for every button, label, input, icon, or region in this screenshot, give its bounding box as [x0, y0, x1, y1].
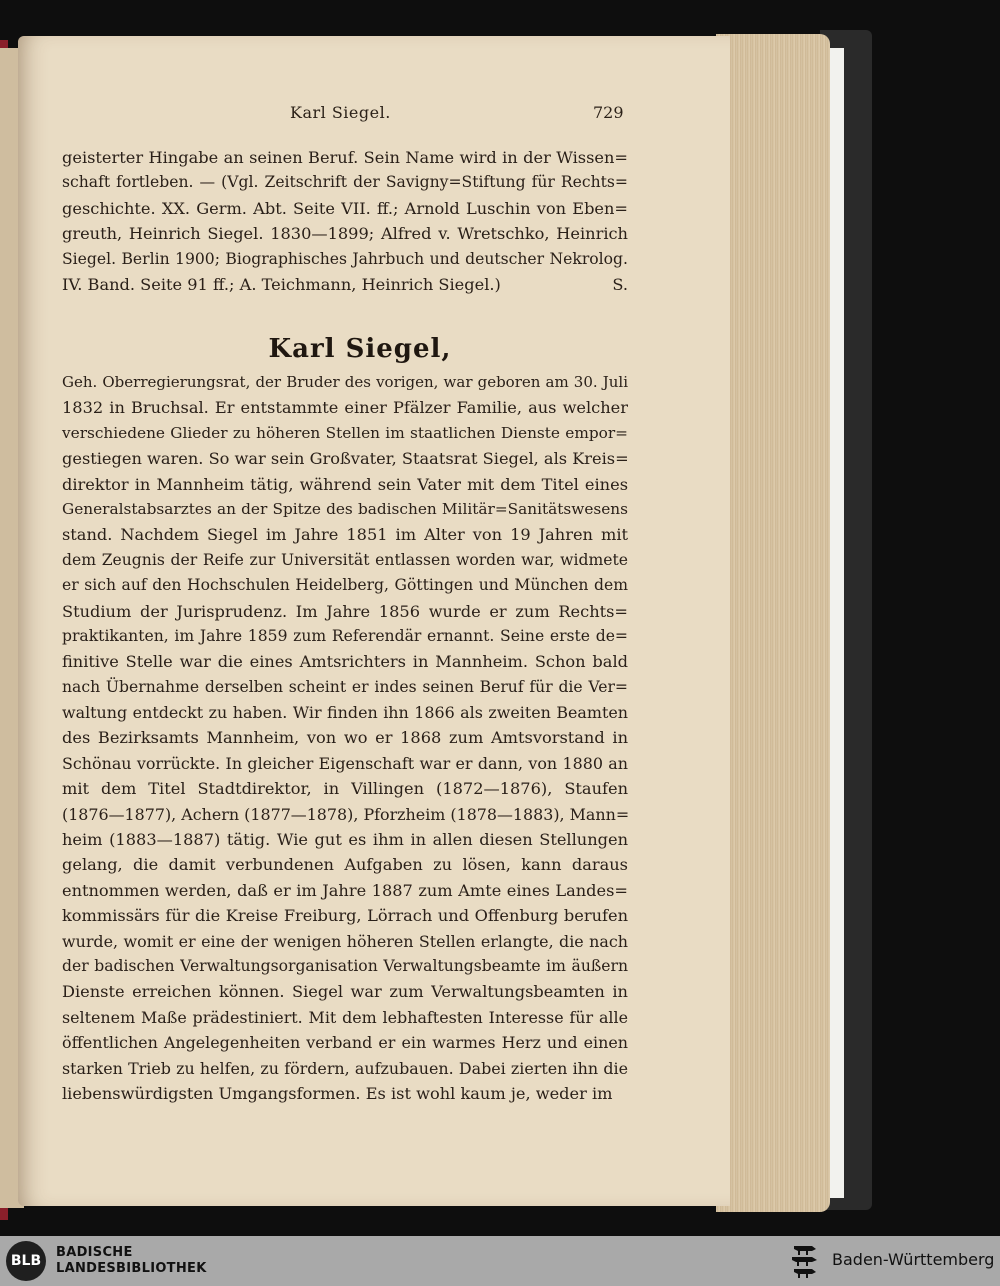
- text-line: Schönau vorrückte. In gleicher Eigenschaft war er dann, von 1880 an: [62, 753, 628, 773]
- text-line: kommissärs für die Kreise Freiburg, Lörrach und Offenburg berufen: [62, 906, 628, 926]
- text-line: Generalstabsarztes an der Spitze des badischen Militär=Sanitätswesens: [62, 499, 628, 518]
- text-line: wurde, womit er eine der wenigen höheren Stellen erlangte, die nach: [62, 931, 628, 951]
- blb-logo[interactable]: BLB: [6, 1241, 46, 1281]
- text-line: verschiedene Glieder zu höheren Stellen im staatlichen Dienste empor=: [62, 423, 628, 442]
- text-line: schaft fortleben. — (Vgl. Zeitschrift der Savigny=Stiftung für Rechts=: [62, 173, 628, 192]
- text-line: heim (1883—1887) tätig. Wie gut es ihm in allen diesen Stellungen: [62, 830, 628, 850]
- text-line: Studium der Jurisprudenz. Im Jahre 1856 wurde er zum Rechts=: [62, 601, 628, 621]
- text-line: Geh. Oberregierungsrat, der Bruder des vorigen, war geboren am 30. Juli: [62, 373, 628, 391]
- text-line-with-signature: [62, 272, 628, 297]
- text-line: 1832 in Bruchsal. Er entstammte einer Pfälzer Familie, aus welcher: [62, 398, 628, 418]
- library-name-line2: LANDESBIBLIOTHEK: [56, 1261, 207, 1276]
- page-number: 729: [593, 103, 624, 122]
- library-name[interactable]: [56, 1245, 207, 1277]
- text-line: direktor in Mannheim tätig, während sein Vater mit dem Titel eines: [62, 474, 628, 494]
- text-line: gestiegen waren. So war sein Großvater, Staatsrat Siegel, als Kreis=: [62, 449, 629, 469]
- text-line: greuth, Heinrich Siegel. 1830—1899; Alfred v. Wretschko, Heinrich: [62, 224, 628, 244]
- text-line: finitive Stelle war die eines Amtsrichters in Mannheim. Schon bald: [62, 652, 628, 672]
- article-title: Karl Siegel,: [268, 334, 452, 364]
- text-line: geschichte. XX. Germ. Abt. Seite VII. ff.; Arnold Luschin von Eben=: [62, 198, 628, 218]
- text-line: (1876—1877), Achern (1877—1878), Pforzheim (1878—1883), Mann=: [62, 804, 630, 824]
- running-head: Karl Siegel.: [290, 103, 391, 122]
- text-line: nach Übernahme derselben scheint er indes seinen Beruf für die Ver=: [62, 677, 628, 696]
- text-line: mit dem Titel Stadtdirektor, in Villingen (1872—1876), Staufen: [62, 779, 628, 799]
- library-name-line1: BADISCHE: [56, 1245, 133, 1260]
- text-line: des Bezirksamts Mannheim, von wo er 1868 zum Amtsvorstand in: [62, 728, 628, 748]
- text-line: starken Trieb zu helfen, zu fördern, aufzubauen. Dabei zierten ihn die: [62, 1058, 628, 1078]
- text-line: dem Zeugnis der Reife zur Universität entlassen worden war, widmete: [62, 550, 628, 569]
- text-line: entnommen werden, daß er im Jahre 1887 zum Amte eines Landes=: [62, 880, 628, 900]
- text-line: öffentlichen Angelegenheiten verband er ein warmes Herz und einen: [62, 1033, 628, 1053]
- text-line: er sich auf den Hochschulen Heidelberg, Göttingen und München dem: [62, 576, 628, 595]
- state-name[interactable]: Baden-Württemberg: [832, 1250, 995, 1269]
- text-line: geisterter Hingabe an seinen Beruf. Sein Name wird in der Wissen=: [62, 148, 628, 167]
- text-line: IV. Band. Seite 91 ff.; A. Teichmann, Heinrich Siegel.): [62, 274, 501, 294]
- text-line: seltenem Maße prädestiniert. Mit dem lebhaftesten Interesse für alle: [62, 1007, 628, 1027]
- article-body: [62, 370, 628, 1106]
- text-line: der badischen Verwaltungsorganisation Verwaltungsbeamte im äußern: [62, 956, 628, 975]
- page-edges: [716, 34, 830, 1212]
- text-line: stand. Nachdem Siegel im Jahre 1851 im Alter von 19 Jahren mit: [62, 525, 628, 545]
- text-line: gelang, die damit verbundenen Aufgaben zu lösen, kann daraus: [62, 855, 628, 875]
- text-line: liebenswürdigsten Umgangsformen. Es ist wohl kaum je, weder im: [62, 1083, 613, 1103]
- text-line: waltung entdeckt zu haben. Wir finden ihn 1866 als zweiten Beamten: [62, 703, 628, 723]
- text-line: praktikanten, im Jahre 1859 zum Referendär ernannt. Seine erste de=: [62, 626, 628, 645]
- text-line: Siegel. Berlin 1900; Biographisches Jahrbuch und deutscher Nekrolog.: [62, 249, 628, 268]
- baden-wuerttemberg-lions-icon: [790, 1242, 822, 1280]
- previous-article-text: [62, 145, 628, 297]
- library-footer: [0, 1236, 1000, 1286]
- author-signature: S.: [612, 274, 628, 294]
- text-line: Dienste erreichen können. Siegel war zum Verwaltungsbeamten in: [62, 982, 628, 1002]
